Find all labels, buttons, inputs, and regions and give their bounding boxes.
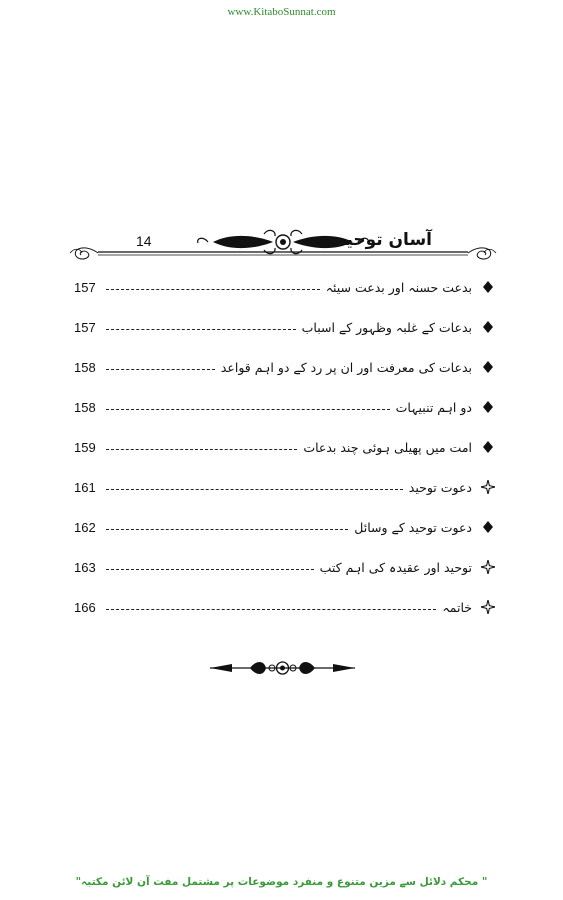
toc-entry-label: بدعات کی معرفت اور ان پر رد کے دو اہم قواعد — [220, 359, 472, 375]
toc-entry[interactable] — [74, 554, 500, 580]
toc-entry-page: 159 — [74, 439, 96, 455]
toc-entry[interactable] — [74, 314, 500, 340]
page-header — [68, 226, 498, 266]
toc-entry-page: 166 — [74, 599, 96, 615]
toc-leader — [106, 449, 297, 450]
toc-entry-page: 161 — [74, 479, 96, 495]
diamond-bullet-icon — [476, 441, 500, 453]
toc-entry-label: دو اہم تنبیہات — [395, 399, 472, 415]
site-url[interactable]: www.KitaboSunnat.com — [227, 6, 336, 18]
toc-entry-page: 157 — [74, 279, 96, 295]
toc-entry-label: دعوت توحید — [408, 479, 472, 495]
toc-entry-page: 163 — [74, 559, 96, 575]
toc-entry-label: توحید اور عقیدہ کی اہم کتب — [319, 559, 472, 575]
diamond-bullet-icon — [476, 281, 500, 293]
toc-leader — [106, 489, 403, 490]
end-ornament — [210, 656, 355, 680]
toc-entry-page: 158 — [74, 359, 96, 375]
toc-entry-label: دعوت توحید کے وسائل — [354, 519, 472, 535]
toc-leader — [106, 369, 215, 370]
toc-entry[interactable] — [74, 514, 500, 540]
toc-entry[interactable] — [74, 394, 500, 420]
diamond-bullet-icon — [476, 361, 500, 373]
star-bullet-icon — [476, 560, 500, 574]
footer-tagline: " محکم دلائل سے مزین متنوع و منفرد موضوعات پر مشتمل مفت آن لائن مکتبہ" — [75, 876, 488, 888]
diamond-bullet-icon — [476, 321, 500, 333]
toc-leader — [106, 289, 320, 290]
toc-leader — [106, 569, 314, 570]
toc-entry[interactable] — [74, 354, 500, 380]
toc-entry[interactable] — [74, 434, 500, 460]
toc-leader — [106, 409, 390, 410]
toc-leader — [106, 609, 436, 610]
toc-entry-label: بدعت حسنہ اور بدعت سیئہ — [325, 279, 472, 295]
toc-entry-page: 158 — [74, 399, 96, 415]
toc-entry-label: امت میں پھیلی ہوئی چند بدعات — [303, 439, 472, 455]
toc-entry-page: 162 — [74, 519, 96, 535]
diamond-bullet-icon — [476, 521, 500, 533]
toc-entry[interactable] — [74, 594, 500, 620]
toc-entry-label: بدعات کے غلبہ وظہور کے اسباب — [301, 319, 472, 335]
toc-entry-page: 157 — [74, 319, 96, 335]
toc-leader — [106, 329, 296, 330]
header-page-number: 14 — [136, 233, 152, 249]
toc-entry[interactable] — [74, 474, 500, 500]
header-ornament — [68, 226, 498, 266]
diamond-bullet-icon — [476, 401, 500, 413]
toc-entry-label: خاتمہ — [442, 599, 472, 615]
star-bullet-icon — [476, 600, 500, 614]
star-bullet-icon — [476, 480, 500, 494]
header-title: آسان توحید — [336, 230, 432, 250]
toc-entry[interactable] — [74, 274, 500, 300]
toc-leader — [106, 529, 348, 530]
